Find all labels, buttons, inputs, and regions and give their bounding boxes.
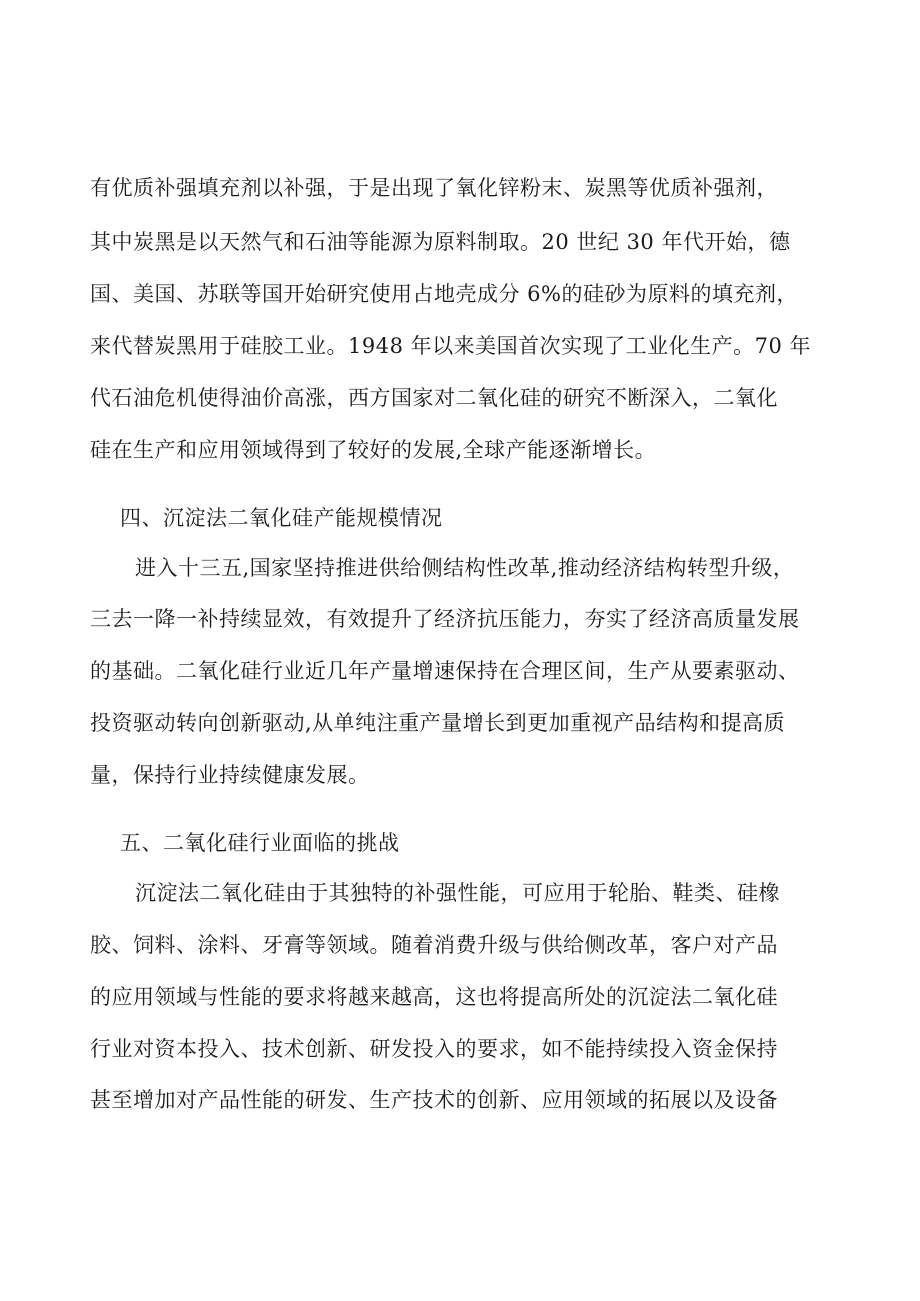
section-4-heading: 四、沉淀法二氧化硅产能规模情况 — [120, 506, 443, 530]
paragraph-1-line-3: 国、美国、苏联等国开始研究使用占地壳成分 6%的硅砂为原料的填充剂， — [90, 282, 798, 306]
paragraph-1-line-2: 其中炭黑是以天然气和石油等能源为原料制取。20 世纪 30 年代开始，德 — [90, 230, 791, 254]
section-4-line-5: 量，保持行业持续健康发展。 — [90, 763, 370, 787]
paragraph-1-line-6: 硅在生产和应用领域得到了较好的发展,全球产能逐渐增长。 — [90, 438, 657, 462]
section-4-line-4: 投资驱动转向创新驱动,从单纯注重产量增长到更加重视产品结构和提高质 — [90, 711, 786, 735]
section-5-line-2: 胶、饲料、涂料、牙膏等领域。随着消费升级与供给侧改革，客户对产品 — [90, 933, 778, 957]
section-5-line-3: 的应用领域与性能的要求将越来越高，这也将提高所处的沉淀法二氧化硅 — [90, 985, 778, 1009]
section-4-line-3: 的基础。二氧化硅行业近几年产量增速保持在合理区间，生产从要素驱动、 — [90, 659, 800, 683]
paragraph-1-line-5: 代石油危机使得油价高涨，西方国家对二氧化硅的研究不断深入，二氧化 — [90, 386, 778, 410]
section-4-line-1: 进入十三五,国家坚持推进供给侧结构性改革,推动经济结构转型升级， — [135, 556, 795, 580]
paragraph-1-line-1: 有优质补强填充剂以补强，于是出现了氧化锌粉末、炭黑等优质补强剂， — [90, 176, 778, 200]
section-5-line-5: 甚至增加对产品性能的研发、生产技术的创新、应用领域的拓展以及设备 — [90, 1088, 778, 1112]
paragraph-1-line-4: 来代替炭黑用于硅胶工业。1948 年以来美国首次实现了工业化生产。70 年 — [90, 334, 812, 358]
section-5-line-1: 沉淀法二氧化硅由于其独特的补强性能，可应用于轮胎、鞋类、硅橡 — [135, 881, 780, 905]
section-5-line-4: 行业对资本投入、技术创新、研发投入的要求，如不能持续投入资金保持 — [90, 1037, 778, 1061]
section-5-heading: 五、二氧化硅行业面临的挑战 — [120, 831, 400, 855]
section-4-line-2: 三去一降一补持续显效，有效提升了经济抗压能力，夯实了经济高质量发展 — [90, 607, 800, 631]
